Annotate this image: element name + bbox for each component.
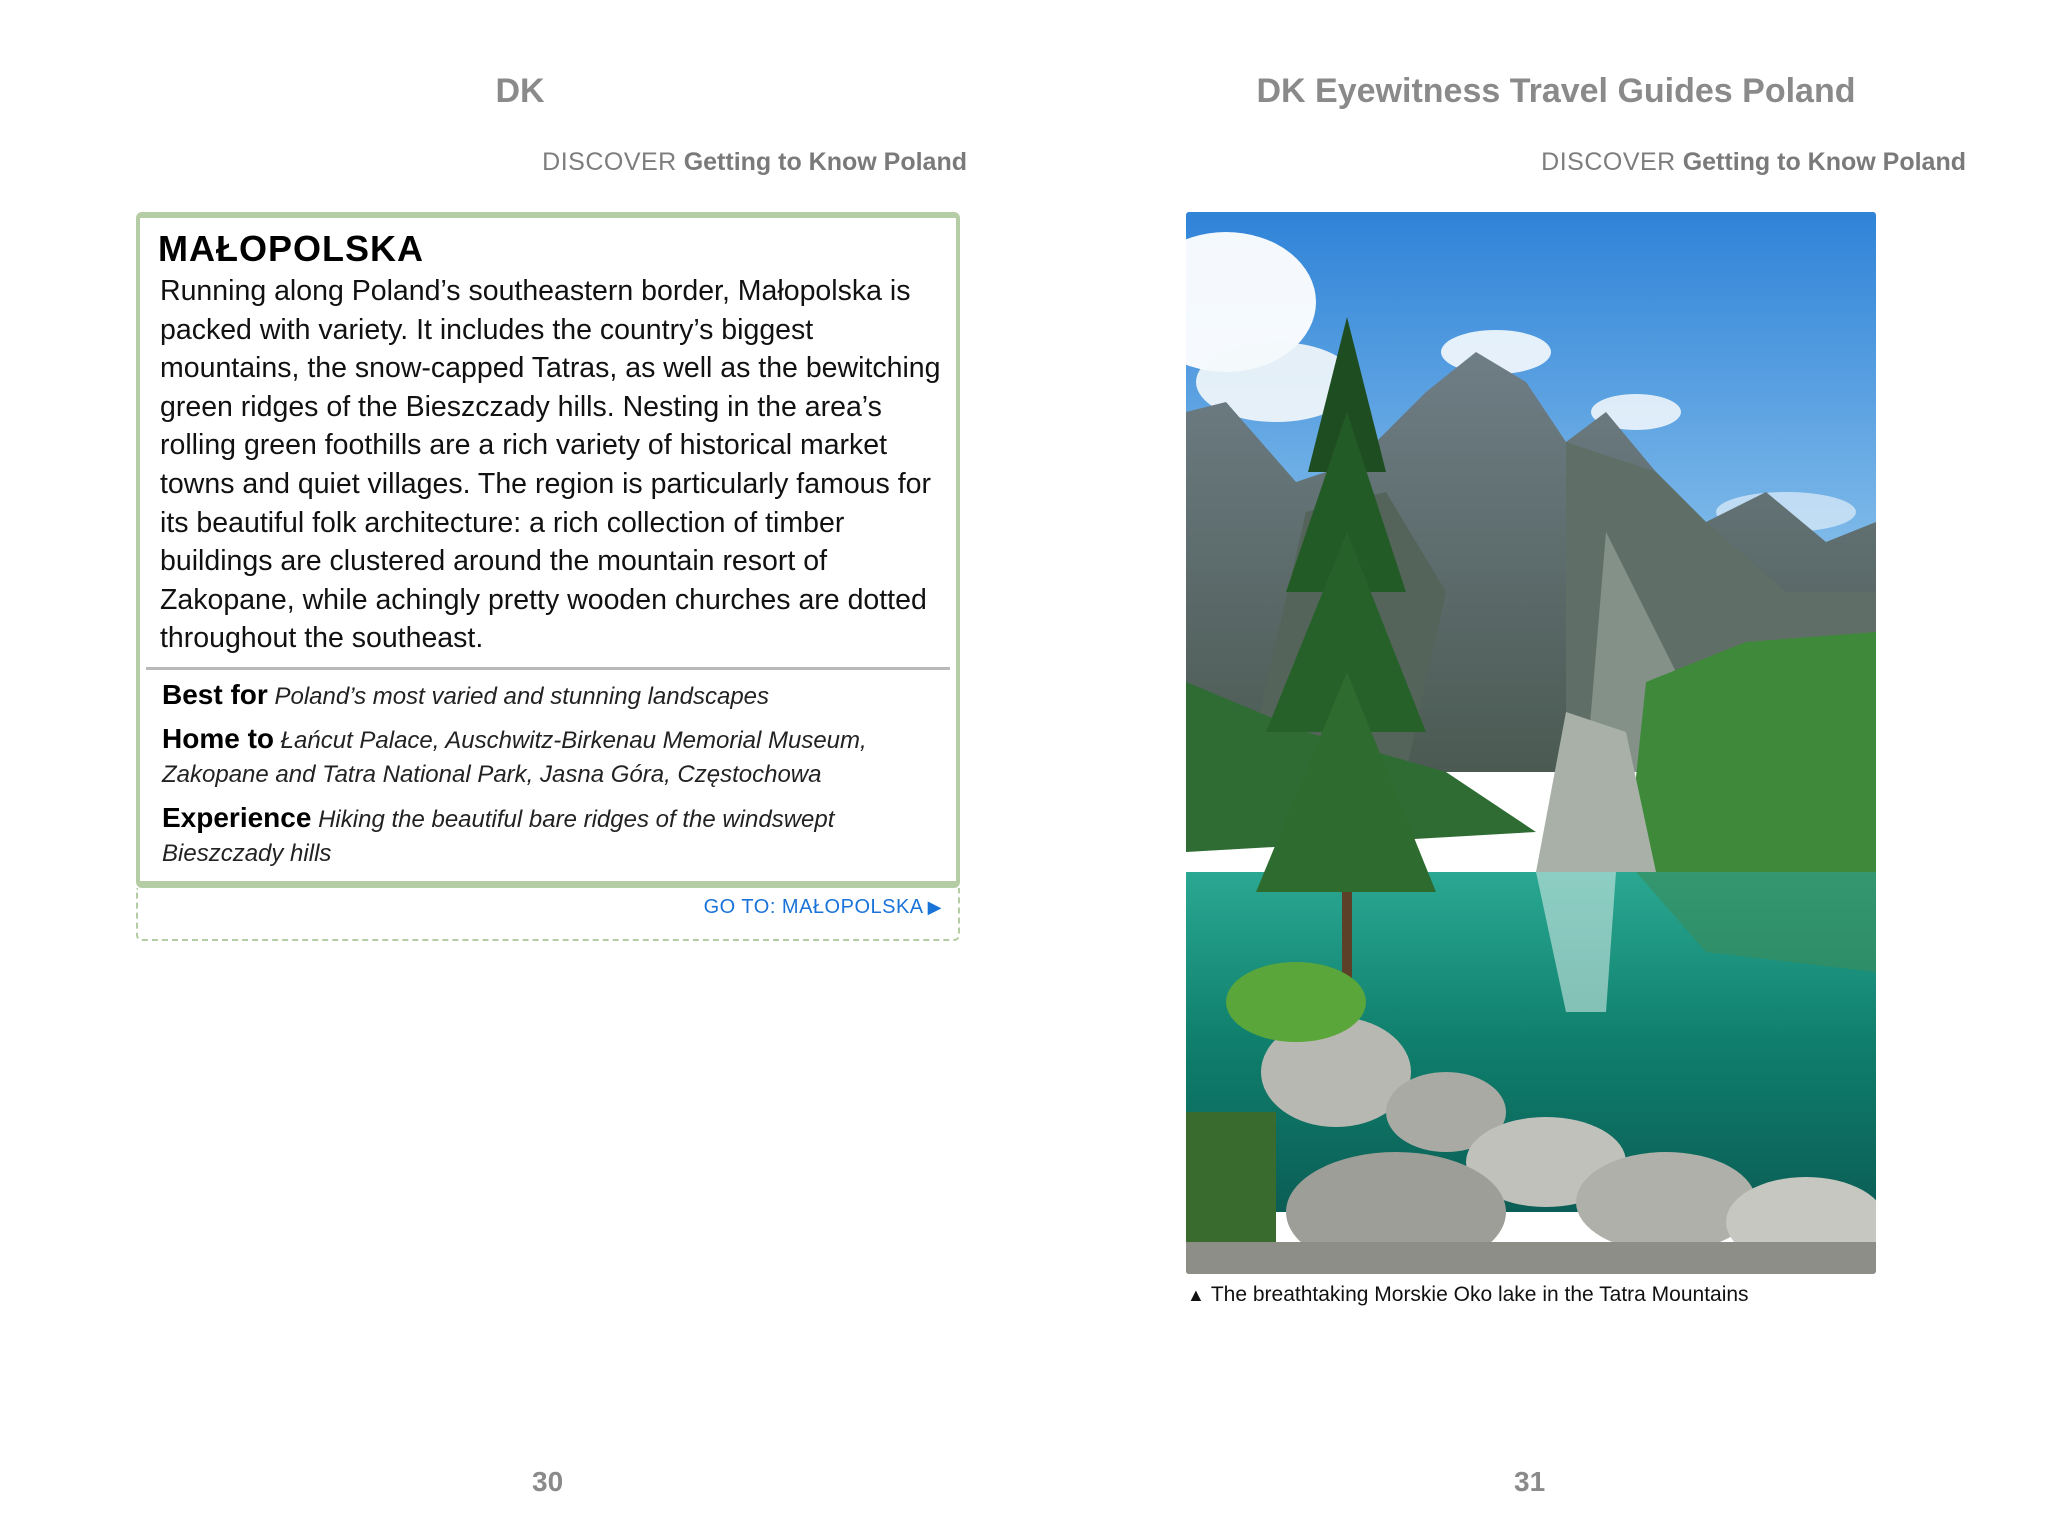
running-head <box>542 148 967 177</box>
fact-value: Łańcut Palace, Auschwitz-Birkenau Memorial Museum, Zakopane and Tatra National Park, Jasna Góra, Częstochowa <box>162 727 867 788</box>
goto-malopolska-link[interactable] <box>704 896 942 919</box>
running-head-chapter: Getting to Know Poland <box>683 148 967 176</box>
mountain-lake-image <box>1186 212 1876 1274</box>
book-title: DK Eyewitness Travel Guides Poland <box>1256 72 1856 110</box>
fact-best-for <box>162 678 952 714</box>
goto-strip <box>136 888 960 941</box>
fact-home-to <box>162 722 952 792</box>
region-description: Running along Poland’s southeastern border, Małopolska is packed with variety. It includes the country’s biggest mountains, the snow-capped Tatras, as well as the bewitching green ridges of the Bieszczady hills. Nesting in the area’s rolling green foothills are a rich variety of historical market towns and quiet villages. The region is particularly famous for its beautiful folk architecture: a rich collection of timber buildings are clustered around the mountain resort of Zakopane, while achingly pretty wooden churches are dotted throughout the southeast. <box>160 275 941 655</box>
running-head-section: DISCOVER <box>542 148 677 176</box>
play-arrow-icon: ▶ <box>927 897 942 917</box>
fact-label: Best for <box>162 679 268 710</box>
running-head <box>1541 148 1966 177</box>
lake-photo[interactable] <box>1186 212 1876 1274</box>
book-title: DK <box>495 72 545 110</box>
fact-label: Home to <box>162 723 274 754</box>
fact-label: Experience <box>162 802 312 833</box>
fact-experience <box>162 801 952 871</box>
right-page <box>1024 0 2048 1536</box>
caption-text: The breathtaking Morskie Oko lake in the Tatra Mountains <box>1210 1283 1749 1306</box>
fact-value: Hiking the beautiful bare ridges of the windswept Bieszczady hills <box>162 806 835 867</box>
page-number: 31 <box>1514 1466 1546 1497</box>
page-number: 30 <box>532 1466 564 1497</box>
photo-caption <box>1187 1283 1749 1307</box>
goto-link-label: GO TO: MAŁOPOLSKA <box>703 896 924 918</box>
triangle-up-icon: ▲ <box>1187 1285 1205 1305</box>
region-summary-box <box>136 212 960 888</box>
region-title: MAŁOPOLSKA <box>158 228 424 269</box>
fact-value: Poland’s most varied and stunning landscapes <box>274 683 770 710</box>
running-head-section: DISCOVER <box>1541 148 1676 176</box>
divider <box>146 667 950 670</box>
running-head-chapter: Getting to Know Poland <box>1682 148 1966 176</box>
